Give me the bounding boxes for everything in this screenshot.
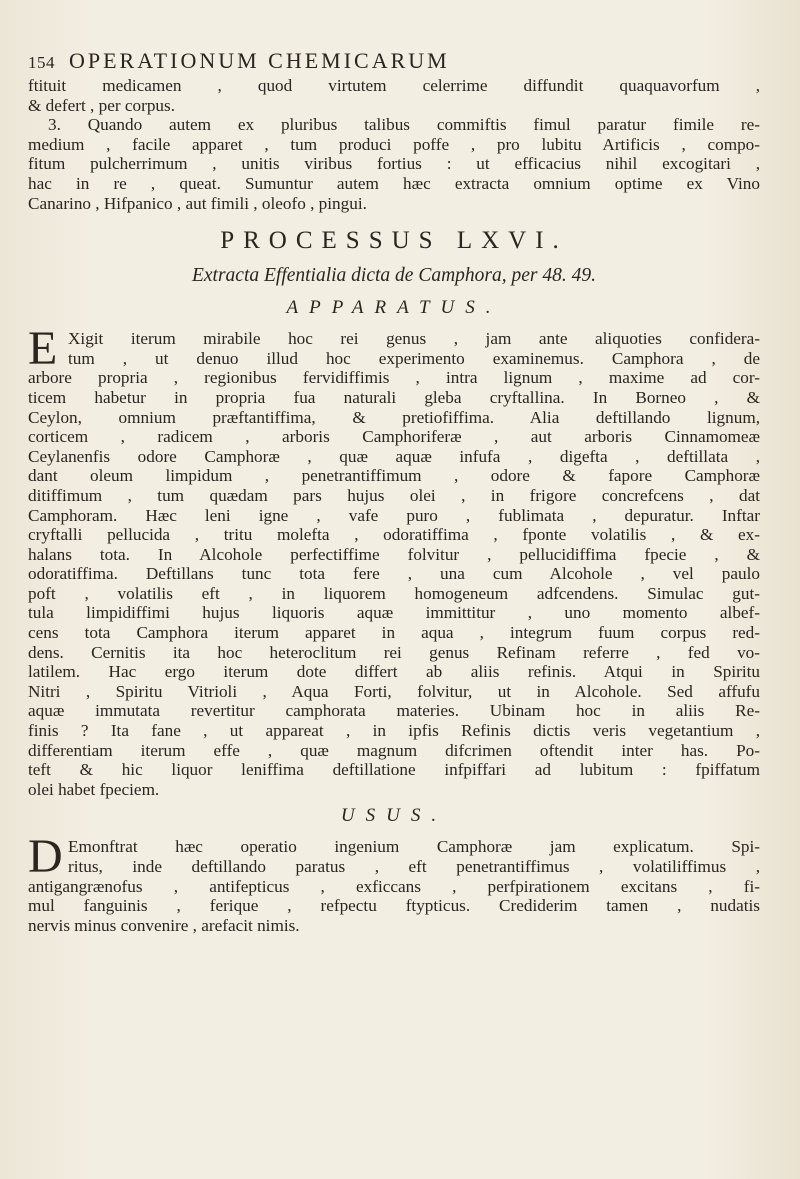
- text-line: medium , facile apparet , tum produci poffe , pro lubitu Artificis , compo-: [28, 134, 760, 154]
- text-line: ritus, inde deftillando paratus , eft penetrantiffimus , volatiliffimus ,: [68, 857, 760, 876]
- text-line: aquæ immutata revertitur camphorata materies. Ubinam hoc in aliis Re-: [28, 701, 760, 721]
- drop-cap: E: [28, 322, 58, 376]
- text-line: arbore propria , regionibus fervidiffimis , intra lignum , maxime ad cor-: [28, 368, 760, 388]
- text-line: poft , volatilis eft , in liquorem homogeneum adfcendens. Simulac gut-: [28, 583, 760, 603]
- page-number: 154: [28, 53, 55, 72]
- text-line: Emonftrat hæc operatio ingenium Camphoræ jam explicatum. Spi-: [68, 837, 760, 857]
- processus-title: PROCESSUS LXVI.: [220, 227, 568, 255]
- text-line: ticem habetur in propria fua naturali gleba cryftallina. In Borneo , &: [28, 387, 760, 407]
- running-head: OPERATIONUM CHEMICARUM: [69, 48, 450, 73]
- text-line: teft & hic liquor leniffima deftillatione infpiffari ad lubitum : fpiffatum: [28, 760, 760, 780]
- text-line: & defert , per corpus.: [28, 95, 175, 115]
- text-line: Nitri , Spiritu Vitrioli , Aqua Forti, folvitur, ut in Alcohole. Sed affufu: [28, 681, 760, 701]
- text-line: ftituit medicamen , quod virtutem celerrime diffundit quaquavorfum ,: [28, 76, 760, 95]
- text-line: odoratiffima. Deftillans tunc tota fere , una cum Alcohole , vel paulo: [28, 564, 760, 584]
- text-line: olei habet fpeciem.: [28, 779, 160, 799]
- text-line: Camphoram. Hæc leni igne , vafe puro , fublimata , depuratur. Inftar: [28, 505, 760, 525]
- text-line: nervis minus convenire , arefacit nimis.: [28, 915, 300, 935]
- text-line: dant oleum limpidum , penetrantiffimum , odore & fapore Camphoræ: [28, 466, 760, 486]
- text-line: halans tota. In Alcohole perfectiffime folvitur , pellucidiffima fpecie , &: [28, 544, 760, 564]
- drop-cap: D: [28, 830, 63, 884]
- text-line: cens tota Camphora iterum apparet in aqua , integrum fuum corpus red-: [28, 623, 760, 643]
- text-line: hac in re , queat. Sumuntur autem hæc extracta omnium optime ex Vino: [28, 173, 760, 193]
- page-header: [28, 48, 760, 74]
- text-line: Xigit iterum mirabile hoc rei genus , jam ante aliquoties confidera-: [68, 329, 760, 349]
- text-line: 3. Quando autem ex pluribus talibus commiftis fimul paratur fimile re-: [48, 115, 760, 135]
- text-line: differentiam iterum effe , quæ magnum difcrimen oftendit inter has. Po-: [28, 740, 760, 760]
- text-line: ditiffimum , tum quædam pars hujus olei , in frigore concrefcens , dat: [28, 485, 760, 505]
- text-line: tula limpidiffimi hujus liquoris aquæ immittitur , uno momento albef-: [28, 603, 760, 623]
- text-line: mul fanguinis , ferique , refpectu ftypticus. Crediderim tamen , nudatis: [28, 896, 760, 916]
- text-line: corticem , radicem , arboris Camphoriferæ , aut arboris Cinnamomeæ: [28, 427, 760, 447]
- text-line: Canarino , Hifpanico , aut fimili , oleofo , pingui.: [28, 193, 367, 213]
- usus-heading: USUS.: [340, 805, 448, 827]
- text-line: finis ? Ita fane , ut appareat , in ipfis Refinis dictis veris vegetantium ,: [28, 721, 760, 741]
- text-line: cryftalli pellucida , tritu molefta , odoratiffima , fponte volatilis , & ex-: [28, 525, 760, 545]
- text-line: Ceylon, omnium præftantiffima, & pretiofiffima. Alia deftillando lignum,: [28, 407, 760, 427]
- text-line: Ceylanenfis odore Camphoræ , quæ aquæ infufa , digefta , deftillata ,: [28, 446, 760, 466]
- usus-paragraph: [28, 830, 760, 935]
- text-line: fitum pulcherrimum , unitis viribus fortius : ut efficacius nihil excogitari ,: [28, 154, 760, 174]
- text-line: antigangrænofus , antifepticus , exficcans , perfpirationem excitans , fi-: [28, 876, 760, 896]
- text-line: latilem. Hac ergo iterum dote differt ab aliis refinis. Atqui in Spiritu: [28, 662, 760, 682]
- processus-subtitle: Extracta Effentialia dicta de Camphora, per 48. 49.: [191, 265, 597, 287]
- text-line: tum , ut denuo illud hoc experimento examinemus. Camphora , de: [68, 348, 760, 368]
- apparatus-paragraph: [28, 322, 760, 799]
- apparatus-heading: APPARATUS.: [286, 297, 502, 319]
- intro-paragraph: [28, 76, 760, 213]
- text-line: dens. Cernitis ita hoc heteroclitum rei genus Refinam referre , fed vo-: [28, 642, 760, 662]
